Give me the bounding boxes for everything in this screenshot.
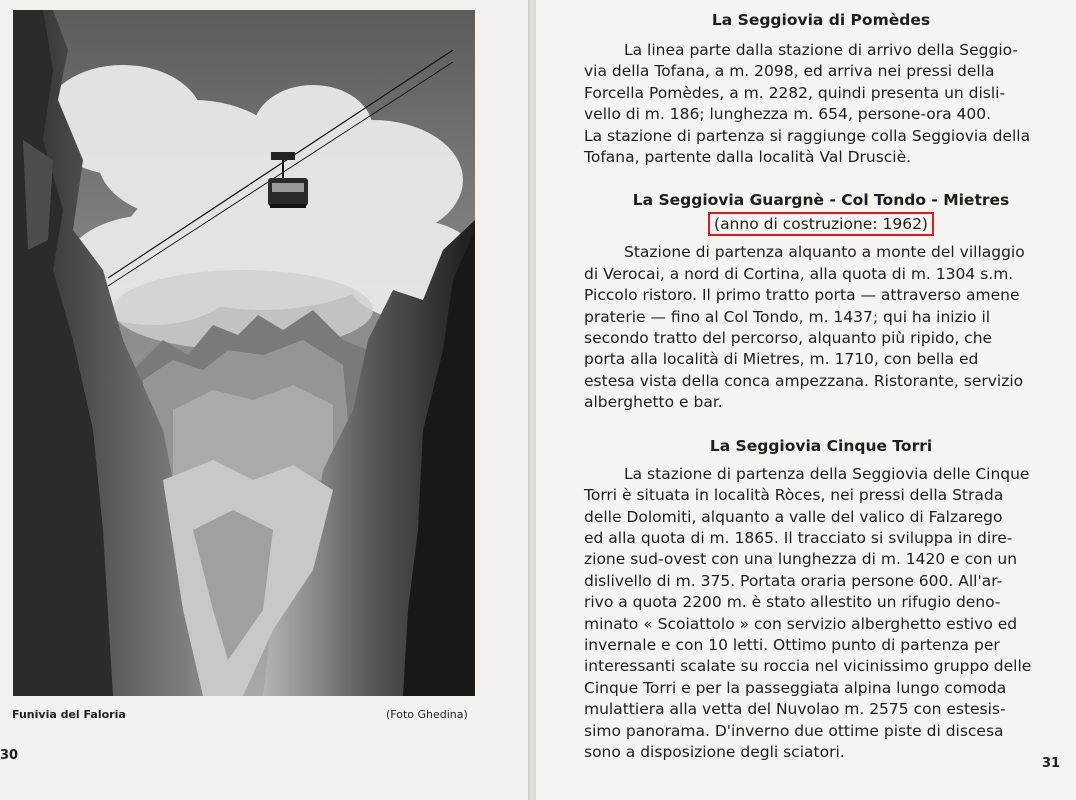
text-line: Tofana, partente dalla località Val Drusciè. — [584, 148, 912, 167]
page-number-left: 30 — [0, 748, 19, 763]
text-line: minato « Scoiattolo » con servizio alberghetto estivo ed — [584, 614, 1018, 633]
text-line: sono a disposizione degli sciatori. — [584, 742, 845, 761]
text-line: Piccolo ristoro. Il primo tratto porta — attraverso amene — [584, 286, 1020, 305]
section-body-cinque-torri — [584, 464, 1058, 764]
text-line: simo panorama. D'inverno due ottime piste di discesa — [584, 721, 1004, 740]
text-line: rivo a quota 2200 m. è stato allestito un rifugio deno- — [584, 593, 1001, 612]
text-line: Forcella Pomèdes, a m. 2282, quindi presenta un disli- — [584, 83, 1006, 102]
section-title-cinque-torri: La Seggiovia Cinque Torri — [709, 436, 933, 455]
text-line: ed alla quota di m. 1865. Il tracciato si sviluppa in dire- — [584, 528, 1013, 547]
cable-car-photo — [13, 10, 475, 696]
text-line: dislivello di m. 375. Portata oraria persone 600. All'ar- — [584, 571, 1003, 590]
text-line: vello di m. 186; lunghezza m. 654, persone-ora 400. — [584, 105, 992, 124]
construction-year-note — [584, 212, 1058, 236]
highlight-box: (anno di costruzione: 1962) — [708, 212, 934, 236]
text-line: estesa vista della conca ampezzana. Ristorante, servizio — [584, 371, 1024, 390]
text-line: La stazione di partenza si raggiunge colla Seggiovia della — [584, 126, 1031, 145]
section-body-pomedes — [584, 40, 1058, 168]
photo-caption: Funivia del Faloria — [12, 708, 126, 721]
text-line: secondo tratto del percorso, alquanto più ripido, che — [584, 329, 993, 348]
text-line: Stazione di partenza alquanto a monte del villaggio — [624, 243, 1025, 262]
section-title-pomedes: La Seggiovia di Pomèdes — [711, 11, 931, 29]
text-line: interessanti scalate su roccia nel vicinissimo gruppo delle — [584, 657, 1032, 676]
text-line: La linea parte dalla stazione di arrivo della Seggio- — [624, 41, 1019, 59]
text-line: zione sud-ovest con una lunghezza di m. 1420 e con un — [584, 550, 1018, 569]
text-line: invernale e con 10 letti. Ottimo punto di partenza per — [584, 635, 1000, 654]
text-line: alberghetto e bar. — [584, 393, 723, 412]
text-column — [584, 8, 1058, 763]
text-line: di Verocai, a nord di Cortina, alla quota di m. 1304 s.m. — [584, 264, 1014, 283]
page-number-right: 31 — [1042, 756, 1061, 771]
text-line: mulattiera alla vetta del Nuvolao m. 2575 con estesis- — [584, 700, 1006, 719]
text-line: La stazione di partenza della Seggiovia delle Cinque — [624, 464, 1030, 483]
text-line: Cinque Torri e per la passeggiata alpina lungo comoda — [584, 678, 1007, 697]
section-title-guargne: La Seggiovia Guargnè - Col Tondo - Mietres — [632, 191, 1010, 210]
text-line: via della Tofana, a m. 2098, ed arriva nei pressi della — [584, 62, 995, 81]
text-line: praterie — fino al Col Tondo, m. 1437; qui ha inizio il — [584, 307, 991, 326]
section-body-guargne — [584, 242, 1058, 413]
text-line: delle Dolomiti, alquanto a valle del valico di Falzarego — [584, 507, 1003, 526]
photo-credit: (Foto Ghedina) — [386, 708, 468, 721]
text-line: Torri è situata in località Ròces, nei pressi della Strada — [584, 486, 1004, 505]
text-line: porta alla località di Mietres, m. 1710, con bella ed — [584, 350, 979, 369]
